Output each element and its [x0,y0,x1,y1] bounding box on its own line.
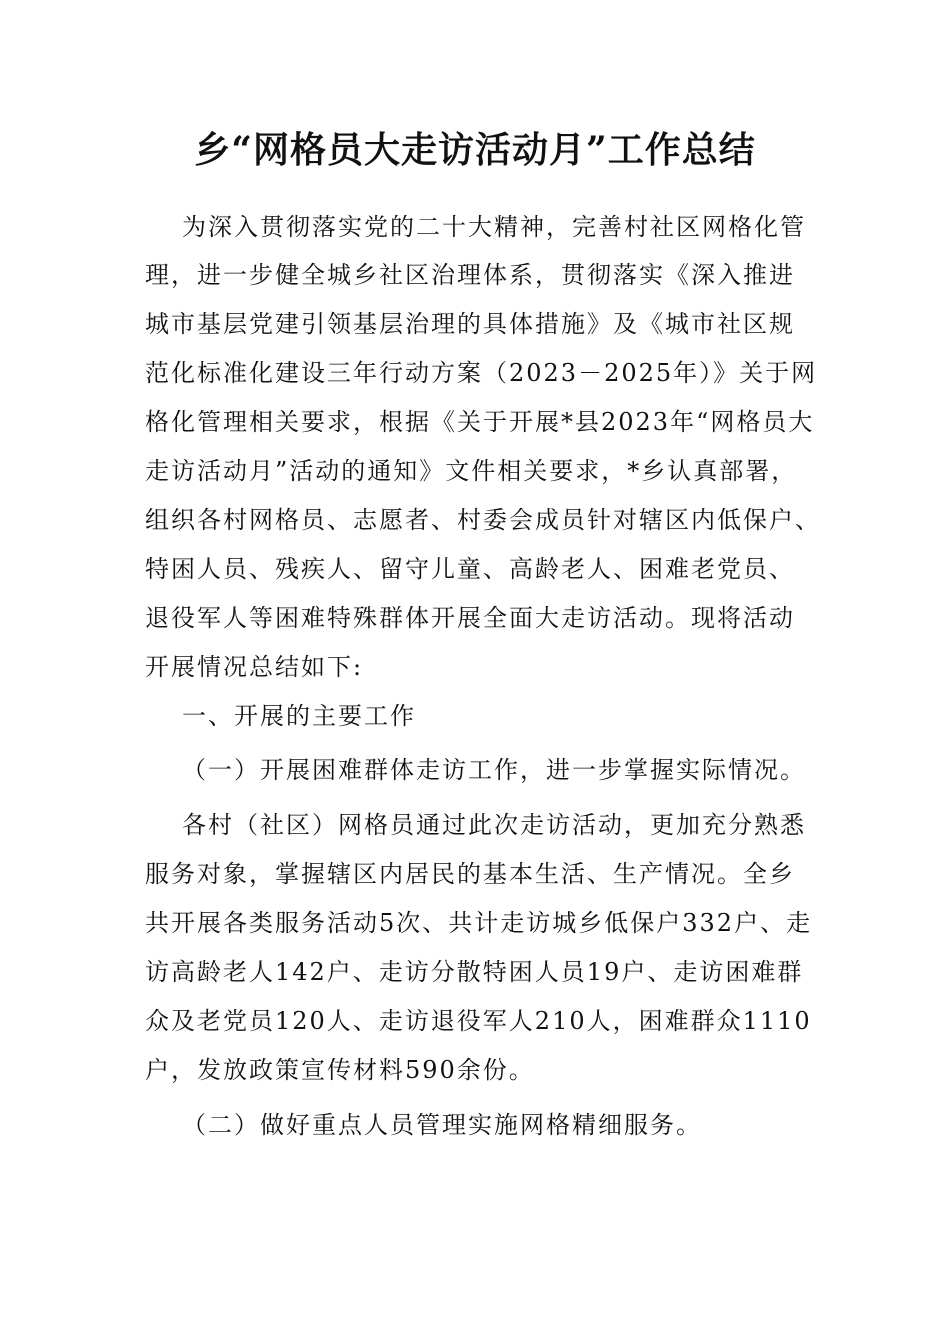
paragraph-line: 走访活动月”活动的通知》文件相关要求，*乡认真部署， [145,457,798,485]
paragraph-line: 各村（社区）网格员通过此次走访活动，更加充分熟悉 [182,811,806,839]
paragraph-line: 格化管理相关要求，根据《关于开展*县2023年“网格员大 [145,408,815,436]
paragraph-line: 为深入贯彻落实党的二十大精神，完善村社区网格化管 [182,213,806,241]
section-heading: 一、开展的主要工作 [182,702,416,730]
paragraph-line: 共开展各类服务活动5次、共计走访城乡低保户332户、走 [145,909,813,937]
paragraph-line: 范化标准化建设三年行动方案（2023－2025年）》关于网 [145,359,818,387]
paragraph-line: 户，发放政策宣传材料590余份。 [145,1056,535,1084]
paragraph-line: 退役军人等困难特殊群体开展全面大走访活动。现将活动 [145,604,795,632]
paragraph-line: 访高龄老人142户、走访分散特困人员19户、走访困难群 [145,958,804,986]
subsection-heading: （二）做好重点人员管理实施网格精细服务。 [182,1111,702,1139]
paragraph-line: 众及老党员120人、走访退役军人210人，困难群众1110 [145,1007,812,1035]
paragraph-line: 城市基层党建引领基层治理的具体措施》及《城市社区规 [145,310,795,338]
paragraph-line: 理，进一步健全城乡社区治理体系，贯彻落实《深入推进 [145,261,795,289]
paragraph-line: 服务对象，掌握辖区内居民的基本生活、生产情况。全乡 [145,860,795,888]
document-title: 乡“网格员大走访活动月”工作总结 [194,129,756,171]
paragraph-line: 组织各村网格员、志愿者、村委会成员针对辖区内低保户、 [145,506,821,534]
paragraph-line: 特困人员、残疾人、留守儿童、高龄老人、困难老党员、 [145,555,795,583]
subsection-heading: （一）开展困难群体走访工作，进一步掌握实际情况。 [182,756,806,784]
paragraph-line: 开展情况总结如下: [145,653,364,681]
